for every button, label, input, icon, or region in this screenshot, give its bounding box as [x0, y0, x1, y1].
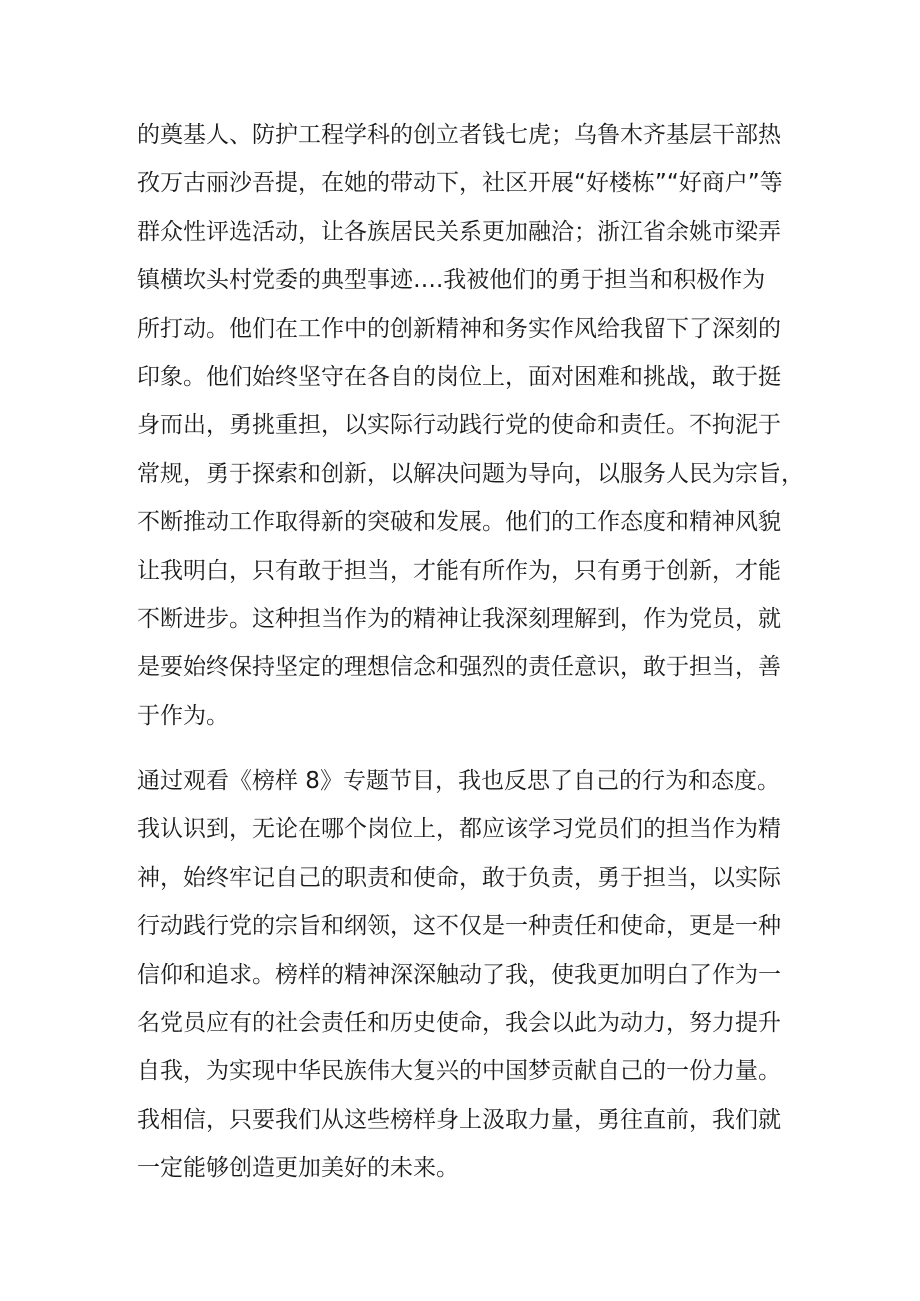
text-line: 神，始终牢记自己的职责和使命，敢于负责，勇于担当，以实际 [137, 864, 781, 891]
text-line: 不断进步。这种担当作为的精神让我深刻理解到，作为党员，就 [137, 605, 781, 632]
paragraph-1 [137, 111, 804, 740]
text-line: 自我，为实现中华民族伟大复兴的中国梦贡献自己的一份力量。 [137, 1058, 781, 1085]
text-line: 行动践行党的宗旨和纲领，这不仅是一种责任和使命，更是一种 [137, 913, 781, 940]
text-line: 身而出，勇挑重担，以实际行动践行党的使命和责任。不拘泥于 [137, 412, 781, 439]
text-line: 常规，勇于探索和创新，以解决问题为导向，以服务人民为宗旨， [137, 460, 804, 487]
text-line: 镇横坎头村党委的典型事迹….我被他们的勇于担当和积极作为 [137, 267, 766, 294]
text-line: 印象。他们始终坚守在各自的岗位上，面对困难和挑战，敢于挺 [137, 363, 781, 390]
text-line: 孜万古丽沙吾提，在她的带动下，社区开展“好楼栋”“好商户”等 [137, 170, 783, 197]
text-line: 通过观看《榜样 8》专题节目，我也反思了自己的行为和态度。 [137, 768, 780, 794]
text-line: 的奠基人、防护工程学科的创立者钱七虎；乌鲁木齐基层干部热 [137, 122, 781, 148]
text-line: 不断推动工作取得新的突破和发展。他们的工作态度和精神风貌 [137, 509, 781, 536]
text-line: 于作为。 [137, 702, 229, 729]
paragraph-2 [137, 757, 797, 1193]
text-line: 所打动。他们在工作中的创新精神和务实作风给我留下了深刻的 [137, 315, 781, 342]
text-line: 群众性评选活动，让各族居民关系更加融洽；浙江省余姚市梁弄 [137, 218, 781, 245]
text-line: 是要始终保持坚定的理想信念和强烈的责任意识，敢于担当，善 [137, 654, 781, 681]
text-line: 我认识到，无论在哪个岗位上，都应该学习党员们的担当作为精 [137, 816, 781, 843]
text-line: 让我明白，只有敢于担当，才能有所作为，只有勇于创新，才能 [137, 557, 781, 584]
text-line: 我相信，只要我们从这些榜样身上汲取力量，勇往直前，我们就 [137, 1106, 781, 1133]
text-line: 信仰和追求。榜样的精神深深触动了我，使我更加明白了作为一 [137, 961, 781, 988]
text-line: 一定能够创造更加美好的未来。 [137, 1155, 459, 1182]
text-line: 名党员应有的社会责任和历史使命，我会以此为动力，努力提升 [137, 1009, 781, 1036]
